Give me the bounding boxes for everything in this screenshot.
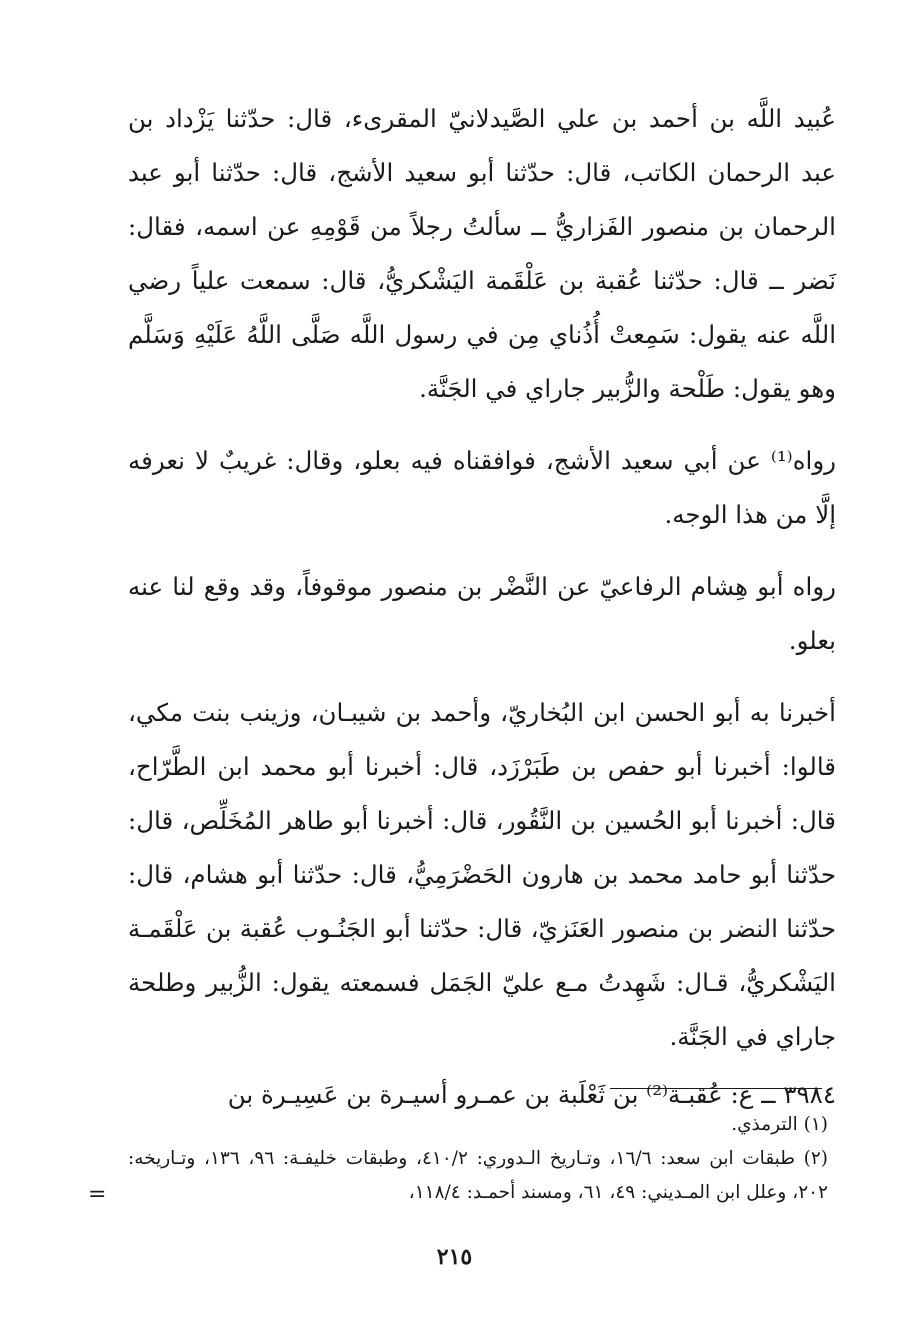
mawquf-paragraph: رواه أبو هِشام الرفاعيّ عن النَّضْر بن منصور موقوفاً، وقد وقع لنا عنه بعلو.	[128, 572, 836, 655]
chain-paragraph: أخبرنا به أبو الحسن ابن البُخاريّ، وأحمد بن شيبـان، وزينب بنت مكي، قالوا: أخبرنا أبو حفص بن طَبَرْزَد، قال: أخبرنا أبو محمد ابن الطَّرّاح، قال: أخبرنا أبو الحُسين بن النَّقُور، قال: أخبرنا أبو طاهر المُخَلِّص، قال: حدّثنا أبو حامد محمد بن هارون الحَضْرَمِيُّ، قال: حدّثنا أبو هشام، قال: حدّثنا النضر بن منصور العَنَزيّ، قال: حدّثنا أبو الجَنُـوب عُقبة بن عَلْقَمـة اليَشْكريُّ، قـال: شَهِدتُ مـع عليّ الجَمَل فسمعته يقول: الزُّبير وطلحة جاراي في الجَنَّة.	[128, 698, 836, 1051]
footnote-2: (٢) طبقات ابن سعد: ١٦/٦، وتـاريخ الـدوري: ٤١٠/٢، وطبقات خليفـة: ٩٦، ١٣٦، وتـاريخه: ٢٠٢، وعلل ابن المـديني: ٤٩، ٦١، ومسند أحمـد: ١١٨/٤،	[128, 1148, 829, 1203]
continuation-mark: =	[88, 1182, 107, 1207]
page-number: ٢١٥	[436, 1244, 473, 1270]
footnote-separator	[610, 1088, 822, 1089]
biography-entry-3984: ٣٩٨٤ ــ ع: عُقبـة⁽²⁾ بن ثَعْلَبة بن عمـرو أسيـرة بن عَسِيـرة بن	[227, 1080, 836, 1109]
footnote-1: (١) الترمذي.	[731, 1114, 828, 1135]
hadith-isnad-paragraph: عُبيد اللَّه بن أحمد بن علي الصَّيدلانيّ المقرىء، قال: حدّثنا يَزْداد بن عبد الرحمان الكاتب، قال: حدّثنا أبو سعيد الأشج، قال: حدّثنا أبو عبد الرحمان بن منصور الفَزاريُّ ــ سألتُ رجلاً من قَوْمِهِ عن اسمه، فقال: نَضر ــ قال: حدّثنا عُقبة بن عَلْقَمة اليَشْكريُّ، قال: سمعت علياً رضي اللَّه عنه يقول: سَمِعتْ أُذُناي مِن في رسول اللَّه صَلَّى اللَّهُ عَلَيْهِ وَسَلَّم وهو يقول: طَلْحة والزُّبير جاراي في الجَنَّة.	[128, 104, 836, 403]
main-text	[128, 92, 836, 1122]
narration-note-paragraph: رواه⁽¹⁾ عن أبي سعيد الأشج، فوافقناه فيه بعلو، وقال: غريبٌ لا نعرفه إلَّا من هذا الوجه.	[128, 446, 836, 529]
footnotes	[128, 1108, 828, 1210]
